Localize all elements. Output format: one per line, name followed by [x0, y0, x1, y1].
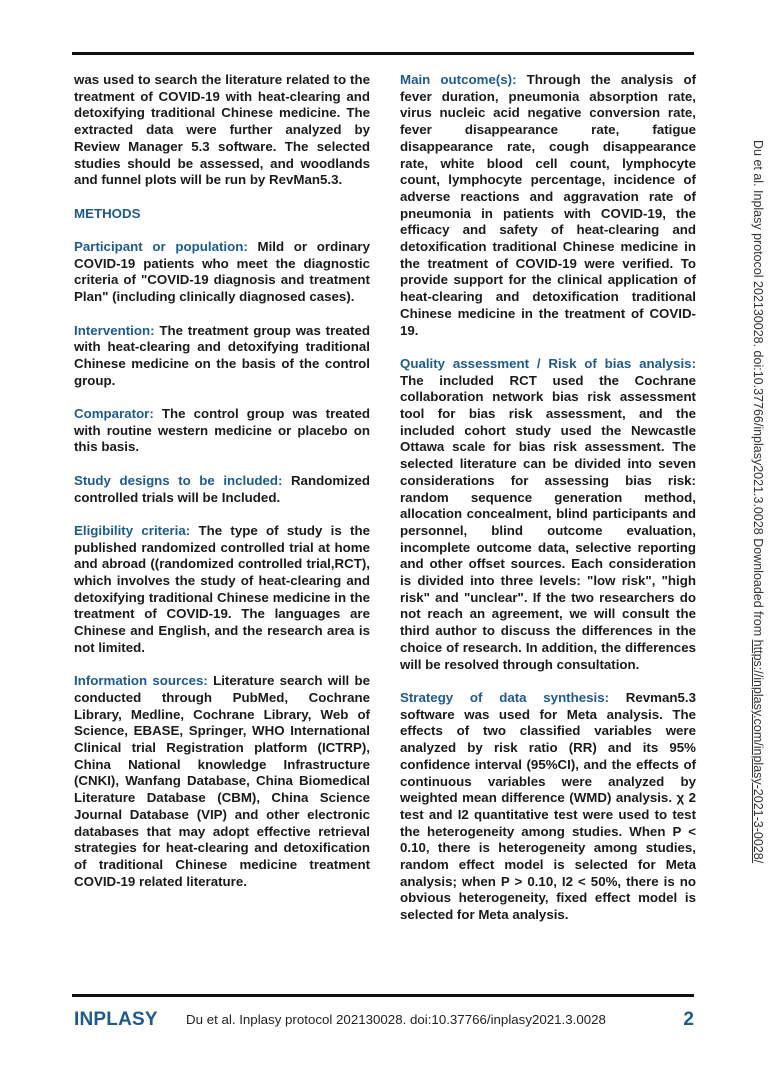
section-text: Mild or ordinary COVID-19 patients who meet the diagnostic criteria of "COVID-19 diagnosis and treatment Plan" (including clinically diagnosed cases). — [74, 239, 370, 305]
page-number: 2 — [683, 1009, 694, 1030]
section-main-outcomes — [400, 72, 696, 339]
section-quality-assessment — [400, 356, 696, 673]
section-information-sources — [74, 673, 370, 890]
methods-heading: METHODS — [74, 205, 141, 221]
header-rule — [72, 52, 694, 55]
section-label: Main outcome(s): — [400, 72, 517, 87]
section-text: The type of study is the published randomized controlled trial at home and abroad ((randomized controlled trial,RCT), which involves the study of heat-clearing and detoxifying traditional Chinese medicine in the treatment of COVID-19. The languages are Chinese and English, and the research area is not limited. — [74, 522, 370, 655]
section-label: Participant or population: — [74, 239, 248, 254]
right-column — [400, 72, 696, 941]
section-intervention — [74, 323, 370, 390]
section-label: Intervention: — [74, 322, 155, 338]
section-text: Revman5.3 software was used for Meta analysis. The effects of two classified variables were analyzed by risk ratio (RR) and its 95% confidence interval (95%CI), and the effects of continuous variables were analyzed by weighted mean difference (WMD) analysis. χ 2 test and I2 quantitative test were used to test the heterogeneity among studies. When P < 0.10, there is heterogeneity among studies, random effect model is selected for Meta analysis; when P > 0.10, I2 < 50%, there is no obvious heterogeneity, fixed effect model is selected for Meta analysis. — [400, 689, 696, 923]
section-label: Study designs to be included: — [74, 472, 283, 488]
intro-paragraph: was used to search the literature related to the treatment of COVID-19 with heat-clearing and detoxifying traditional Chinese medicine. The extracted data were further analyzed by Review Manager 5.3 software. The selected studies should be assessed, and woodlands and funnel plots will be run by RevMan5.3. — [74, 72, 370, 188]
journal-logo: INPLASY — [74, 1009, 158, 1030]
section-label: Information sources: — [74, 673, 208, 689]
section-label: Strategy of data synthesis: — [400, 689, 610, 705]
download-link[interactable]: https://inplasy.com/inplasy-2021-3-0028/ — [751, 639, 765, 864]
section-label: Comparator: — [74, 406, 154, 421]
section-participants — [74, 239, 370, 306]
left-column — [74, 72, 370, 907]
sidebar-citation: Du et al. Inplasy protocol 202130028. doi:10.37766/inplasy2021.3.0028 Downloaded from — [751, 140, 765, 640]
section-text: Randomized controlled trials will be Included. — [74, 472, 371, 505]
section-data-synthesis — [400, 690, 696, 924]
section-text: The treatment group was treated with heat-clearing and detoxifying traditional Chinese medicine on the basis of the control group. — [74, 322, 370, 388]
section-text: Through the analysis of fever duration, pneumonia absorption rate, virus nucleic acid negative conversion rate, fever disappearance rate, fatigue disappearance rate, cough disappearance rate, white blood cell count, lymphocyte count, lymphocyte percentage, incidence of adverse reactions and aggravation rate of pneumonia in patients with COVID-19, the efficacy and safety of heat-clearing and detoxification traditional Chinese medicine in the treatment of COVID-19 were verified. To provide support for the clinical application of heat-clearing and detoxification traditional Chinese medicine in the treatment of COVID-19. — [400, 72, 696, 338]
section-eligibility — [74, 523, 370, 657]
footer-rule — [72, 994, 694, 997]
section-text: The included RCT used the Cochrane collaboration network bias risk assessment tool for bias risk assessment, and the included cohort study used the Newcastle Ottawa scale for bias risk assessment. The selected literature can be divided into seven considerations for assessing bias risk: random sequence generation method, allocation concealment, blind participants and personnel, blind outcome evaluation, incomplete outcome data, selective reporting and other offset sources. Each consideration is divided into three levels: "low risk", "high risk" and "unclear". If the two researchers do not reach an agreement, we will consult the third author to discuss the differences in the choice of research. In addition, the differences will be resolved through consultation. — [400, 372, 696, 672]
section-text: The control group was treated with routine western medicine or placebo on this basis. — [74, 406, 370, 455]
section-label: Eligibility criteria: — [74, 522, 191, 538]
download-sidebar — [747, 140, 767, 960]
section-text: Literature search will be conducted through PubMed, Cochrane Library, Medline, Cochrane Library, Web of Science, EBASE, Springer, WHO International Clinical trial Registration platform (ICTRP), China National knowledge Infrastructure (CNKI), Wanfang Database, China Biomedical Literature Database (CBM), China Science Journal Database (VIP) and other electronic databases that may adopt effective retrieval strategies for heat-clearing and detoxification of traditional Chinese medicine treatment COVID-19 related literature. — [74, 673, 370, 889]
section-comparator — [74, 406, 370, 456]
section-label: Quality assessment / Risk of bias analysis: — [400, 355, 696, 371]
footer-citation: Du et al. Inplasy protocol 202130028. doi:10.37766/inplasy2021.3.0028 — [186, 1012, 606, 1027]
section-study-designs — [74, 473, 370, 506]
page-footer — [74, 1009, 694, 1033]
sidebar-citation-line — [751, 140, 765, 863]
